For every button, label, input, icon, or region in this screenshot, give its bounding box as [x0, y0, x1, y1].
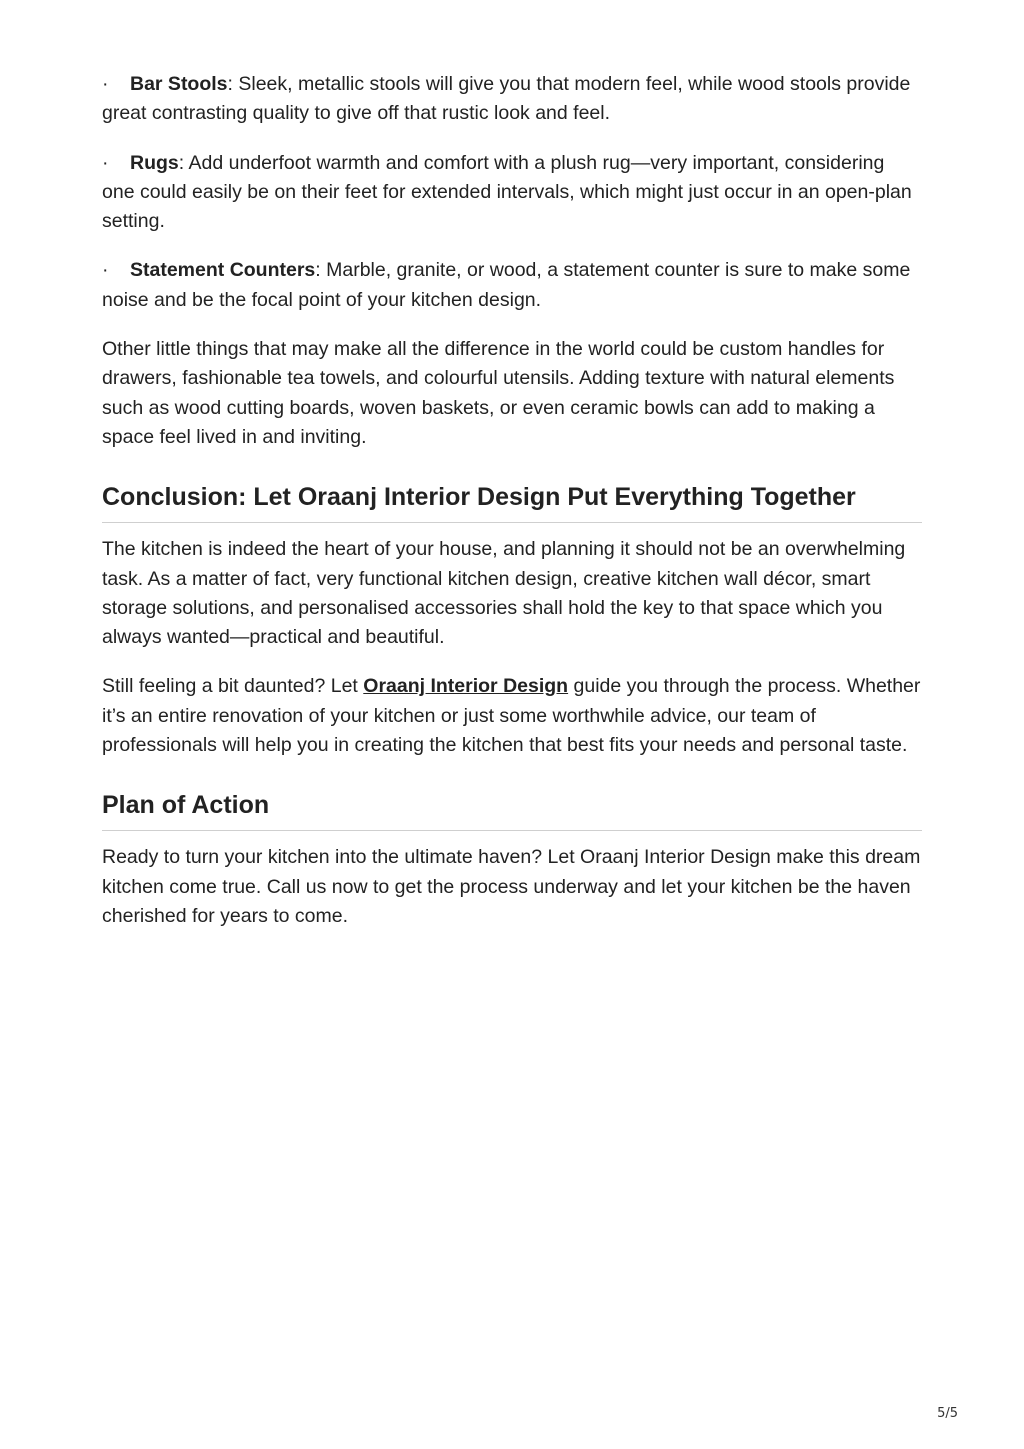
bullet-text: : Marble, granite, or wood, a statement counter is sure to make some noise and be the focal point of your kitchen design. — [102, 259, 911, 311]
bullet-rugs — [102, 149, 922, 237]
bullet-statement-counters — [102, 256, 922, 315]
conclusion-heading: Conclusion: Let Oraanj Interior Design Put Everything Together — [102, 480, 922, 523]
other-things-paragraph: Other little things that may make all the difference in the world could be custom handles for drawers, fashionable tea towels, and colourful utensils. Adding texture with natural elements such as wood cutting boards, woven baskets, or even ceramic bowls can add to making a space feel lived in and inviting. — [102, 338, 895, 448]
conclusion-paragraph-2 — [102, 672, 922, 760]
bullet-marker: · — [102, 259, 109, 282]
bullet-text: : Sleek, metallic stools will give you that modern feel, while wood stools provide great contrasting quality to give off that rustic look and feel. — [102, 73, 911, 125]
document-page — [102, 70, 922, 951]
bullet-term: Bar Stools — [130, 73, 228, 95]
bullet-term: Statement Counters — [130, 259, 316, 282]
bullet-marker: · — [102, 151, 109, 174]
bullet-text: : Add underfoot warmth and comfort with a plush rug—very important, considering one could easily be on their feet for extended intervals, which might just occur in an open-plan setting. — [102, 151, 912, 233]
conclusion-text-after: guide you through the process. Whether it’s an entire renovation of your kitchen or just some worthwhile advice, our team of professionals will help you in creating the kitchen that best fits your needs and personal taste. — [102, 675, 921, 757]
plan-paragraph: Ready to turn your kitchen into the ultimate haven? Let Oraanj Interior Design make this dream kitchen come true. Call us now to get the process underway and let your kitchen be the haven cherished for years to come. — [102, 846, 921, 927]
plan-heading: Plan of Action — [102, 788, 922, 831]
conclusion-paragraph-1: The kitchen is indeed the heart of your house, and planning it should not be an overwhelming task. As a matter of fact, very functional kitchen design, creative kitchen wall décor, smart storage solutions, and personalised accessories shall hold the key to that space which you always wanted—practical and beautiful. — [102, 538, 906, 649]
conclusion-text-before: Still feeling a bit daunted? Let — [102, 675, 364, 698]
bullet-marker: · — [102, 73, 109, 95]
bullet-bar-stools — [102, 70, 922, 129]
oraanj-interior-design-link[interactable]: Oraanj Interior Design — [363, 675, 569, 698]
page-number: 5/5 — [937, 1406, 958, 1421]
bullet-term: Rugs — [130, 151, 179, 174]
